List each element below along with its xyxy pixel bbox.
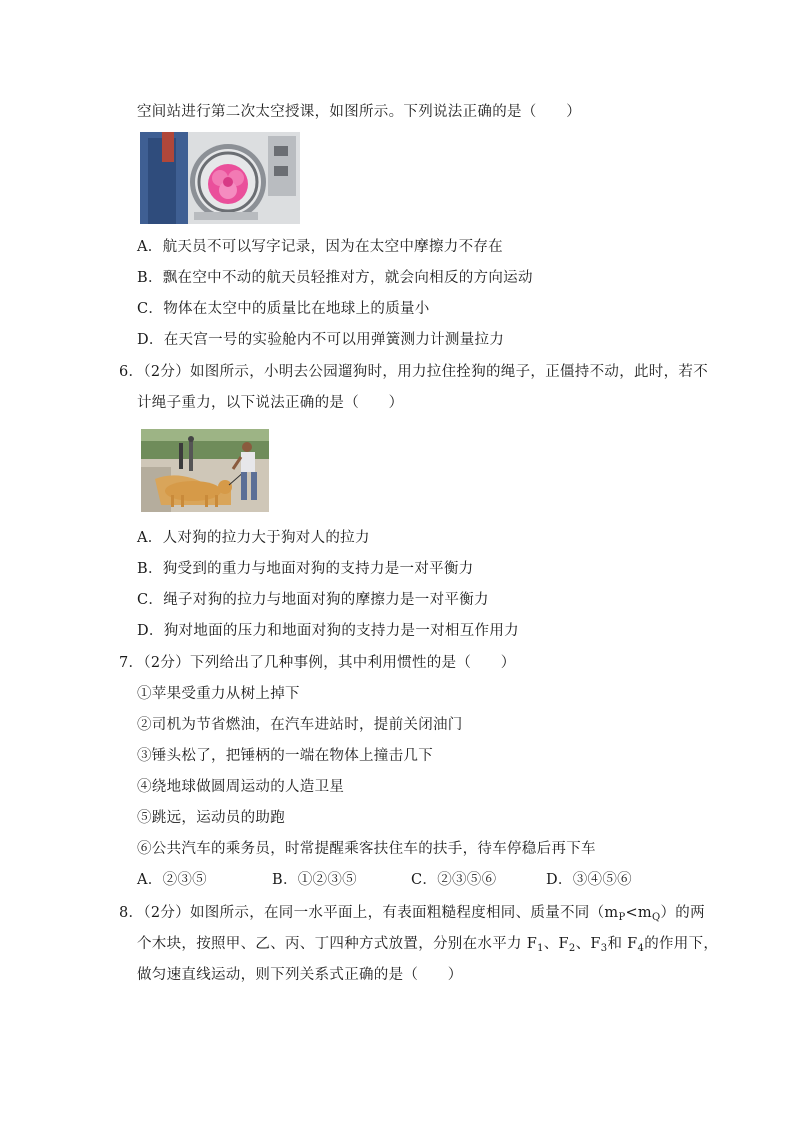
q6-stem-line-2: 计绳子重力，以下说法正确的是（ ） xyxy=(137,395,404,411)
q6-option-b: B．狗受到的重力与地面对狗的支持力是一对平衡力 xyxy=(137,561,474,577)
q5-option-d: D．在天宫一号的实验舱内不可以用弹簧测力计测量拉力 xyxy=(137,332,505,348)
q7-item-2: ②司机为节省燃油，在汽车进站时，提前关闭油门 xyxy=(137,717,463,733)
q7-option-b: B．①②③⑤ xyxy=(272,872,357,888)
q6-option-c: C．绳子对狗的拉力与地面对狗的摩擦力是一对平衡力 xyxy=(137,592,489,608)
q5-option-a: A．航天员不可以写字记录，因为在太空中摩擦力不存在 xyxy=(137,239,503,255)
q5-option-b: B．飘在空中不动的航天员轻推对方，就会向相反的方向运动 xyxy=(137,270,533,286)
q7-stem: 7．（2分）下列给出了几种事例，其中利用惯性的是（ ） xyxy=(119,655,516,671)
space-station-photo xyxy=(140,132,300,224)
q8-stem-line-3: 做匀速直线运动，则下列关系式正确的是（ ） xyxy=(137,967,463,983)
dog-walking-photo xyxy=(141,429,269,512)
q6-stem-line-1: 6．（2分）如图所示，小明去公园遛狗时，用力拉住拴狗的绳子，正僵持不动，此时，若不 xyxy=(119,364,708,380)
q7-item-5: ⑤跳远，运动员的助跑 xyxy=(137,810,285,826)
q8-stem-line-1: 8．（2分）如图所示，在同一水平面上，有表面粗糙程度相同、质量不同$(m_P<m_Q)$的两 xyxy=(119,905,705,923)
q7-item-4: ④绕地球做圆周运动的人造卫星 xyxy=(137,779,345,795)
q7-option-c: C．②③⑤⑥ xyxy=(411,872,497,888)
q8-stem-line-2: 个木块，按照甲、乙、丙、丁四种方式放置，分别在水平力 $F_1$、$F_2$、$F_3$和 $F_4$的作用下， xyxy=(137,936,719,954)
q7-item-3: ③锤头松了，把锤柄的一端在物体上撞击几下 xyxy=(137,748,433,764)
q7-option-a: A．②③⑤ xyxy=(137,872,207,888)
q5-stem: 空间站进行第二次太空授课，如图所示。下列说法正确的是（ ） xyxy=(137,104,581,120)
q7-item-6: ⑥公共汽车的乘务员，时常提醒乘客扶住车的扶手，待车停稳后再下车 xyxy=(137,841,596,857)
q5-option-c: C．物体在太空中的质量比在地球上的质量小 xyxy=(137,301,430,317)
q7-option-d: D．③④⑤⑥ xyxy=(546,872,632,888)
q6-option-a: A．人对狗的拉力大于狗对人的拉力 xyxy=(137,530,370,546)
q7-item-1: ①苹果受重力从树上掉下 xyxy=(137,686,300,702)
q6-option-d: D．狗对地面的压力和地面对狗的支持力是一对相互作用力 xyxy=(137,623,519,639)
